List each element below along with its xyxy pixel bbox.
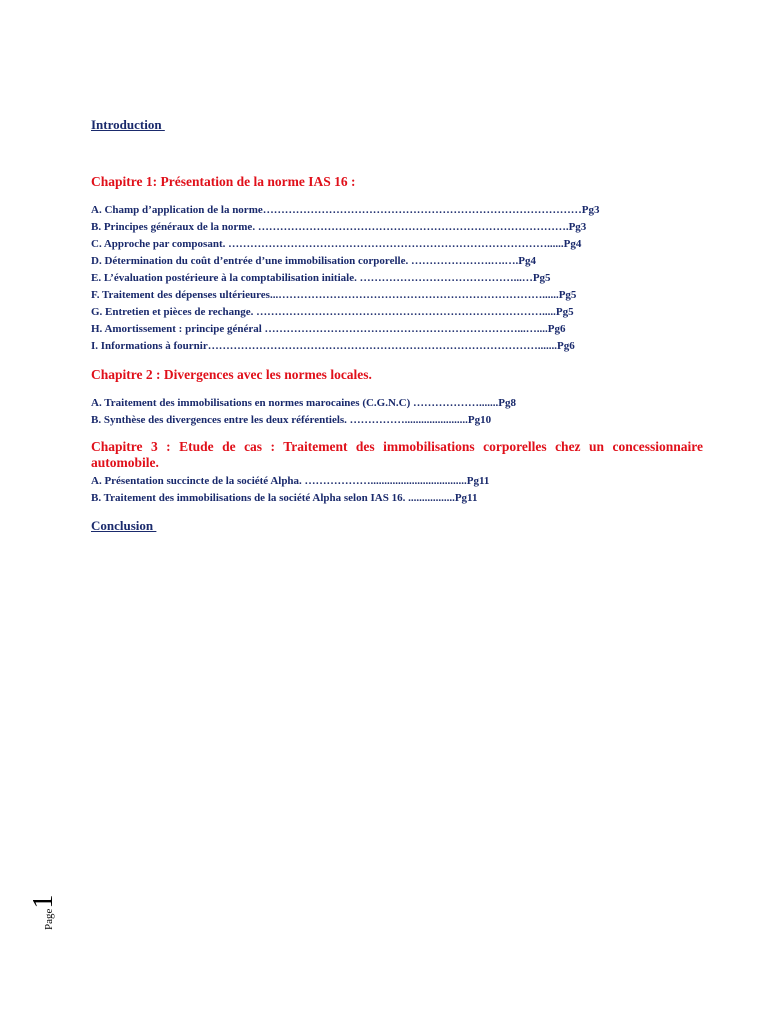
chapter-2-title: Chapitre 2 : Divergences avec les normes locales. (91, 367, 372, 382)
toc-entry[interactable]: A. Traitement des immobilisations en normes marocaines (C.G.N.C) ……………….......Pg8 (91, 397, 516, 409)
page-number: 1 (28, 894, 59, 909)
page-number-footer (24, 886, 64, 936)
chapter-3-list (91, 473, 703, 507)
conclusion-heading[interactable]: Conclusion (91, 518, 157, 533)
chapter-1-list (91, 202, 703, 355)
table-of-contents (91, 116, 703, 535)
toc-entry[interactable]: A. Présentation succincte de la société Alpha. ………………...................................Pg11 (91, 475, 490, 487)
toc-entry[interactable]: I. Informations à fournir……………………………………………………………………………….......Pg6 (91, 340, 575, 352)
toc-entry[interactable]: C. Approche par composant. ……………………………………………………………………………......Pg4 (91, 238, 582, 250)
toc-entry[interactable]: E. L’évaluation postérieure à la comptabilisation initiale. ……………………………………...…Pg5 (91, 272, 551, 284)
toc-entry[interactable]: A. Champ d’application de la norme……………………………………………………………………………Pg3 (91, 204, 600, 216)
toc-entry[interactable]: B. Synthèse des divergences entre les deux référentiels. …………….......................Pg10 (91, 414, 492, 426)
chapter-3-title: Chapitre 3 : Etude de cas : Traitement des immobilisations corporelles chez un concessionnaire automobile. (91, 439, 703, 470)
toc-entry[interactable]: G. Entretien et pièces de rechange. …………………………………………………………………….....Pg5 (91, 306, 574, 318)
toc-entry[interactable]: H. Amortissement : principe général ……………………………………………………………...…....Pg6 (91, 323, 566, 335)
toc-entry[interactable]: B. Traitement des immobilisations de la société Alpha selon IAS 16. .................Pg11 (91, 492, 478, 504)
chapter-2-list (91, 395, 703, 429)
toc-entry[interactable]: F. Traitement des dépenses ultérieures...………………………………………………………………......Pg5 (91, 289, 577, 301)
chapter-1-title: Chapitre 1: Présentation de la norme IAS 16 : (91, 174, 356, 189)
toc-entry[interactable]: D. Détermination du coût d’entrée d’une immobilisation corporelle. ………………….….….Pg4 (91, 255, 536, 267)
introduction-section (91, 116, 703, 174)
introduction-heading[interactable]: Introduction (91, 117, 165, 132)
toc-entry[interactable]: B. Principes généraux de la norme. ………………………………………………………………………….Pg3 (91, 221, 587, 233)
conclusion-section (91, 517, 703, 535)
page-word: Page (43, 908, 55, 930)
